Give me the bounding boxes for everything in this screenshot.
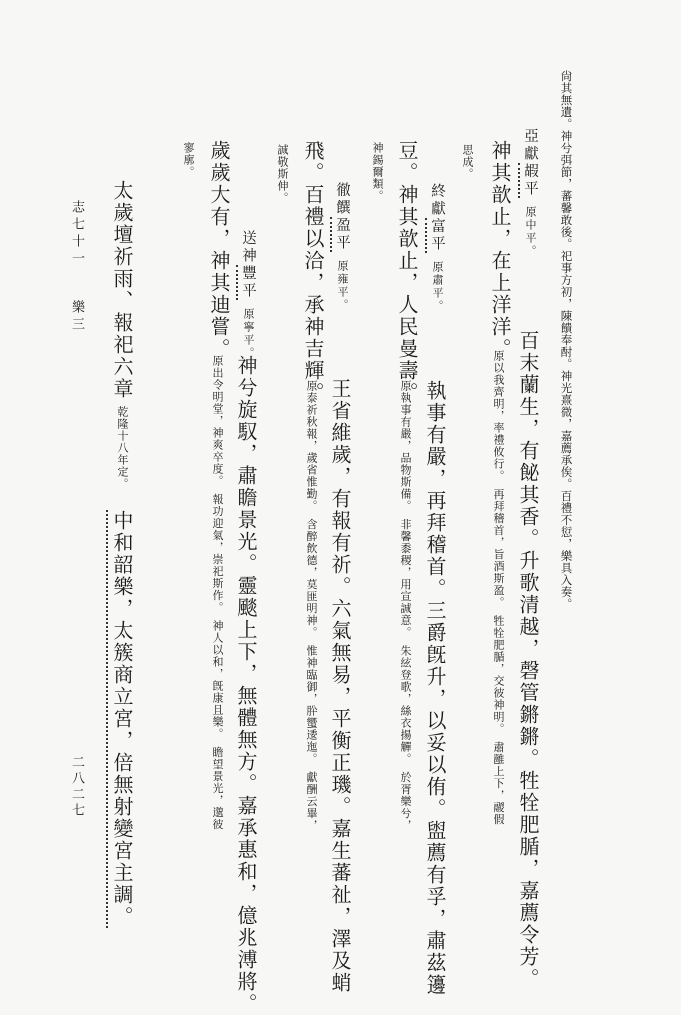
text-column-6-note (400, 380, 411, 832)
column-text: 執事有嚴，再拜稽首。三爵旣升，以妥以侑。盥薦有孚，肅茲籩 (423, 380, 447, 996)
stanza-name: 富平 (425, 218, 445, 253)
text-column-9-note (306, 380, 317, 832)
music-tuning: 中和韶樂，太簇商立宮，倍無射變宮主調。 (106, 510, 134, 928)
text-column-11 (238, 230, 258, 360)
column-note: 原以我齊明，率禮攸行。 再拜稽首，旨酒斯盈。 牲牷肥腯，交彼神明。 肅雝上下，鬷假 (492, 350, 505, 826)
column-text: 寥廓。 (182, 142, 195, 178)
text-column-1 (560, 70, 572, 610)
page-number (70, 755, 83, 819)
column-note: 原執事有嚴，品物斯備。 非馨黍稷，用宣誠意。 朱絃登歌，絲衣揚觶。 於胥樂兮， (399, 380, 412, 832)
stanza-title: 亞獻 (522, 128, 538, 163)
footer-volume (70, 200, 83, 268)
original-name-note: 原雍平。 (336, 260, 349, 312)
column-note: 原泰祈秋報，歲省惟勤。 含醉飲德，莫匪明神。 惟神臨御，肸蠁逶迤。 獻酬云畢， (305, 380, 318, 832)
column-text: 百末蘭生，有飶其香。升歌清越，磬管鏘鏘。牲牷肥腯，嘉薦令芳。 (516, 330, 540, 990)
footer-section (70, 300, 83, 334)
text-column-12-note (212, 355, 223, 831)
text-column-5-body (425, 380, 445, 996)
text-column-2 (520, 128, 540, 258)
text-column-6 (397, 140, 417, 404)
text-column-4 (462, 144, 473, 180)
original-name-note: 原中平。 (524, 206, 537, 258)
column-text: 神其歆止，在上洋洋。 (488, 140, 512, 360)
original-name-note: 原肅平。 (431, 261, 444, 313)
page-number-text: 二八二七 (69, 755, 84, 819)
text-column-5 (427, 183, 447, 313)
stanza-title: 徹饌 (334, 182, 350, 217)
stanza-name: 盈平 (330, 217, 350, 252)
text-column-9 (303, 140, 323, 404)
section-tuning (112, 510, 132, 928)
text-column-10 (277, 144, 288, 204)
section-label: 樂三 (69, 300, 84, 334)
text-column-3-note (493, 350, 504, 826)
text-column-8-body (330, 378, 350, 994)
section-heading (112, 180, 132, 490)
column-text: 神兮旋馭，肅瞻景光。靈颷上下，無體無方。嘉承惠和，億兆溥將。 (234, 355, 258, 1015)
text-column-13 (183, 142, 194, 178)
column-text: 豆。神其歆止，人民曼壽。 (395, 140, 419, 404)
stanza-title: 終獻 (429, 183, 445, 218)
stanza-name: 豐平 (236, 265, 256, 300)
stanza-name: 嘏平 (518, 163, 538, 198)
column-text: 思成。 (461, 144, 474, 180)
text-column-7 (372, 142, 383, 202)
column-text: 誠敬斯伸。 (276, 144, 289, 204)
section-title: 太歲壇祈雨、報祀六章 (110, 180, 134, 400)
original-name-note: 原寧平。 (242, 308, 255, 360)
text-column-8 (332, 182, 352, 312)
text-column-12 (209, 140, 229, 360)
column-text: 歲歲大有，神其迪嘗。 (207, 140, 231, 360)
column-text: 飛。百禮以洽，承神吉輝。 (301, 140, 325, 404)
volume-label: 志七十一 (69, 200, 84, 268)
column-note: 原出令明堂，神爽卒度。 報功迎氣，崇祀斯作。 神人以和，旣康且樂。 瞻望景光，邈彼 (211, 355, 224, 831)
column-text: 神錫爾類。 (371, 142, 384, 202)
text-column-2-body (518, 330, 538, 990)
stanza-title: 送神 (240, 230, 256, 265)
column-text: 尙其無遺。神兮弭節，蕃馨敢後。祀事方初，陳饋奉酎。神光熹微，嘉薦承俟。百禮不愆，樂具入奏。 (559, 70, 574, 610)
text-column-11-body (236, 355, 256, 1015)
text-column-3 (490, 140, 510, 360)
section-date: 乾隆十八年定。 (116, 406, 129, 490)
column-text: 王省維歲，有報有祈。六氣無易，平衡正璣。嘉生蕃祉，澤及蛸 (328, 378, 352, 994)
